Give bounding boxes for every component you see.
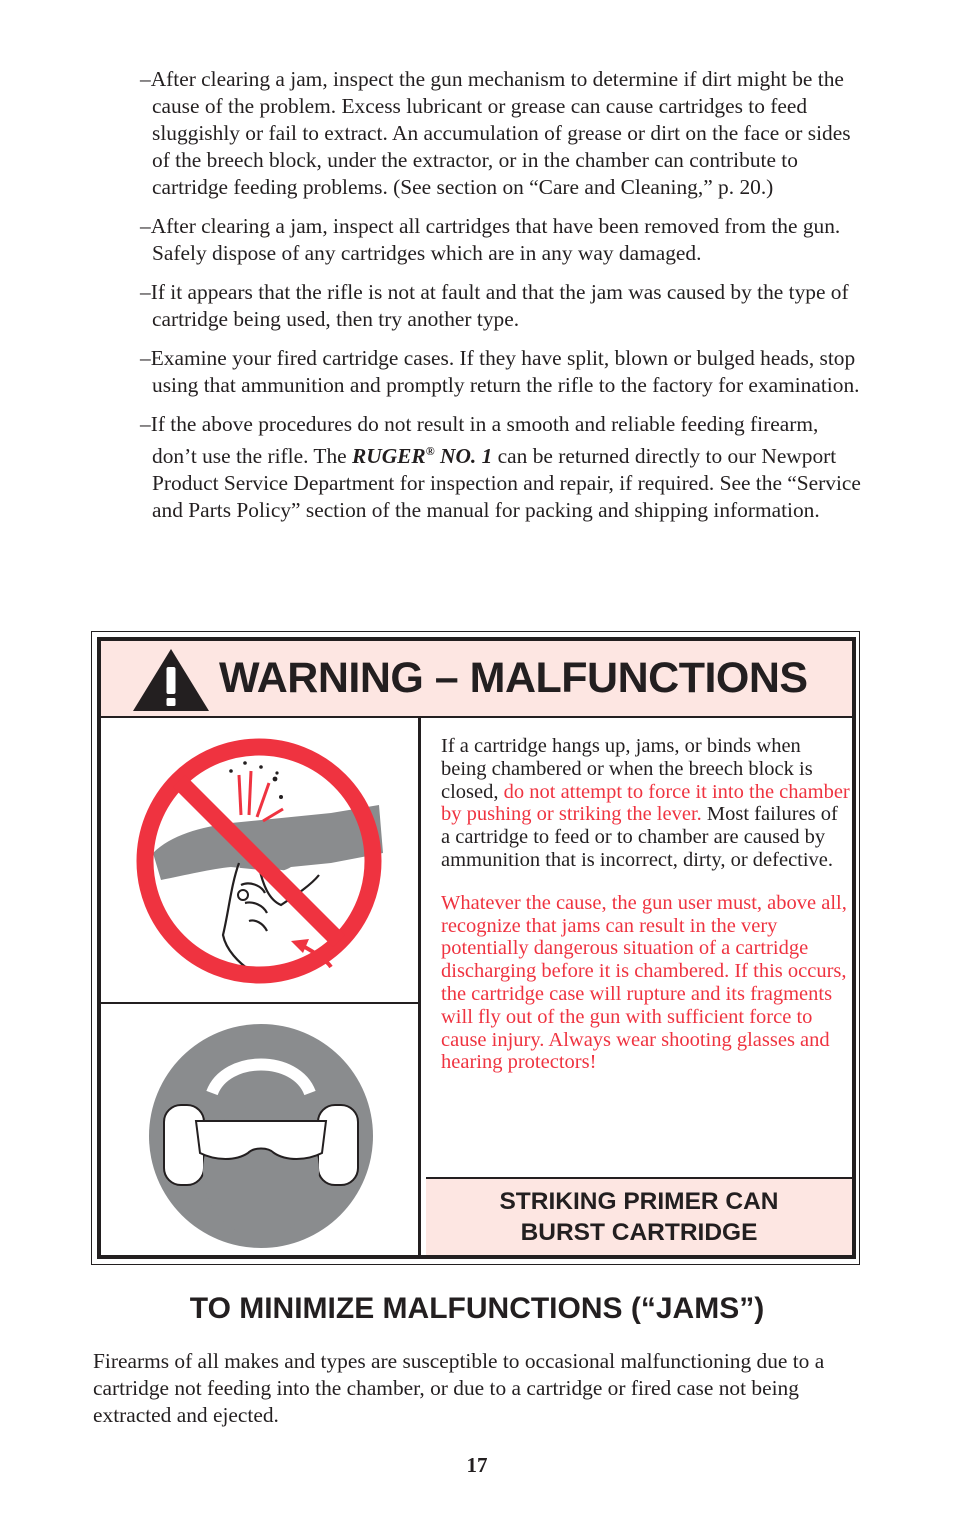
list-item: –After clearing a jam, inspect all cartridges that have been removed from the gun. Safely dispose of any cartridges which are in any way damaged. (140, 214, 841, 265)
list-item: –After clearing a jam, inspect the gun mechanism to determine if dirt might be the cause of the problem. Excess lubricant or grease can cause cartridges to feed sluggishly or fail to extract. An accumulation of grease or dirt on the face or sides of the breech block, under the extractor, or in the chamber can contribute to cartridge feeding problems. (See section on “Care and Cleaning,” p. 20.) (140, 67, 851, 199)
pictogram-divider (101, 1002, 421, 1004)
troubleshooting-list (140, 66, 865, 536)
warning-title: WARNING – MALFUNCTIONS (219, 654, 808, 702)
warning-text-red: do not attempt to force it into the chamber by pushing or striking the lever. (441, 780, 850, 826)
list-item: –If it appears that the rifle is not at fault and that the jam was caused by the type of cartridge being used, then try another type. (140, 280, 849, 331)
caption-line: STRIKING PRIMER CAN (499, 1188, 779, 1215)
no-forcing-lever-icon (131, 735, 391, 990)
brand-ruger: RUGER (352, 444, 426, 469)
striking-primer-caption (426, 1177, 852, 1255)
brand-name (352, 444, 492, 468)
section-intro: Firearms of all makes and types are susceptible to occasional malfunctioning due to a cartridge not feeding into the chamber, or due to a cartridge or fired case not being extracted and ejected. (93, 1349, 825, 1427)
warning-text (441, 735, 851, 1094)
section-title: TO MINIMIZE MALFUNCTIONS (“JAMS”) (189, 1292, 765, 1325)
warning-text-span: Most failures of a cartridge to feed or to chamber are caused by ammunition that is incorrect, dirty, or defective. (441, 803, 838, 871)
registered-mark: ® (425, 444, 435, 458)
brand-model: NO. 1 (434, 444, 493, 469)
list-item-text: can be returned directly to our Newport Product Service Department for inspection and repair, if required. See the “Service and Parts Policy” section of the manual for packing and shipping information. (152, 444, 861, 523)
warning-pictograms (101, 718, 421, 1255)
warning-header (101, 641, 852, 718)
warning-text-span: If a cartridge hangs up, jams, or binds when being chambered or when the breech block is closed, (441, 735, 813, 803)
exclamation-triangle-icon (131, 647, 211, 713)
warning-paragraph-red: Whatever the cause, the gun user must, above all, recognize that jams can result in the very potentially dangerous situation of a cartridge discharging before it is chambered. If this occurs, the cartridge case will rupture and its fragments will fly out of the gun with sufficient force to cause injury. Always wear shooting glasses and hearing protectors! (441, 891, 847, 1074)
warning-paragraph (441, 735, 851, 872)
eye-and-ear-protection-icon (146, 1021, 376, 1251)
list-item-text: –If the above procedures do not result in a smooth and reliable feeding firearm, don’t use the rifle. The (140, 412, 819, 469)
page-number: 17 (466, 1453, 488, 1477)
list-item (140, 411, 865, 524)
caption-line: BURST CARTRIDGE (520, 1219, 758, 1246)
list-item: –Examine your fired cartridge cases. If they have split, blown or bulged heads, stop using that ammunition and promptly return the rifle to the factory for examination. (140, 346, 860, 397)
